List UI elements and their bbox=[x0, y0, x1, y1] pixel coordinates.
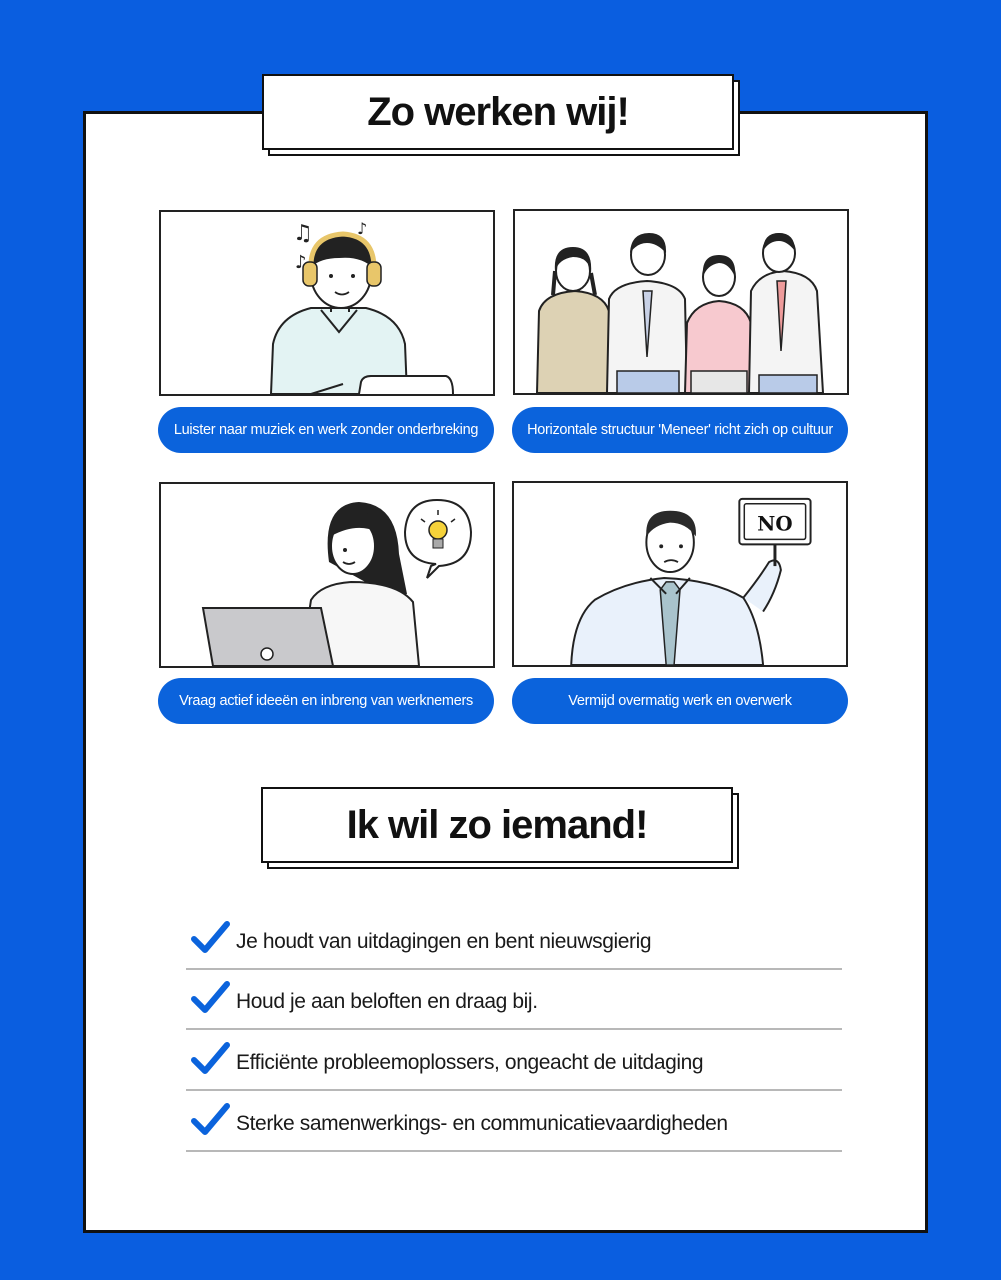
checkmark-icon bbox=[190, 920, 230, 956]
panel-team bbox=[513, 209, 849, 395]
practice-pill-4: Vermijd overmatig werk en overwerk bbox=[512, 678, 848, 724]
panel-no bbox=[512, 481, 848, 667]
idea-lightbulb-illustration bbox=[161, 484, 493, 666]
checkmark-icon bbox=[190, 980, 230, 1016]
checkmark-icon bbox=[190, 1041, 230, 1077]
checkmark-icon bbox=[190, 1102, 230, 1138]
requirement-item bbox=[186, 1090, 842, 1152]
requirement-text: Houd je aan beloften en draag bij. bbox=[236, 990, 538, 1013]
sign-text: NO bbox=[757, 511, 793, 536]
requirement-text: Je houdt van uitdagingen en bent nieuwsgierig bbox=[236, 930, 652, 953]
svg-text:♪: ♪ bbox=[295, 252, 307, 273]
requirement-item bbox=[186, 908, 842, 970]
work-heading: Zo werken wij! bbox=[262, 74, 734, 150]
requirement-text: Efficiënte probleemoplossers, ongeacht de uitdaging bbox=[236, 1051, 704, 1074]
panel-music bbox=[159, 210, 495, 396]
team-group-illustration bbox=[515, 211, 847, 393]
headphones-music-illustration bbox=[161, 212, 493, 394]
svg-text:♫: ♫ bbox=[293, 221, 313, 246]
requirement-item bbox=[186, 1029, 842, 1091]
no-sign-illustration bbox=[514, 483, 846, 665]
practice-pill-1: Luister naar muziek en werk zonder onderbreking bbox=[158, 407, 494, 453]
practice-pill-2: Horizontale structuur 'Meneer' richt zich op cultuur bbox=[512, 407, 848, 453]
want-heading-box bbox=[261, 787, 733, 863]
panel-idea bbox=[159, 482, 495, 668]
work-heading-box bbox=[262, 74, 734, 150]
requirement-text: Sterke samenwerkings- en communicatievaardigheden bbox=[236, 1112, 728, 1135]
requirement-item bbox=[186, 968, 842, 1030]
svg-text:♪: ♪ bbox=[357, 219, 368, 238]
want-heading: Ik wil zo iemand! bbox=[261, 787, 733, 863]
practice-pill-3: Vraag actief ideeën en inbreng van werknemers bbox=[158, 678, 494, 724]
